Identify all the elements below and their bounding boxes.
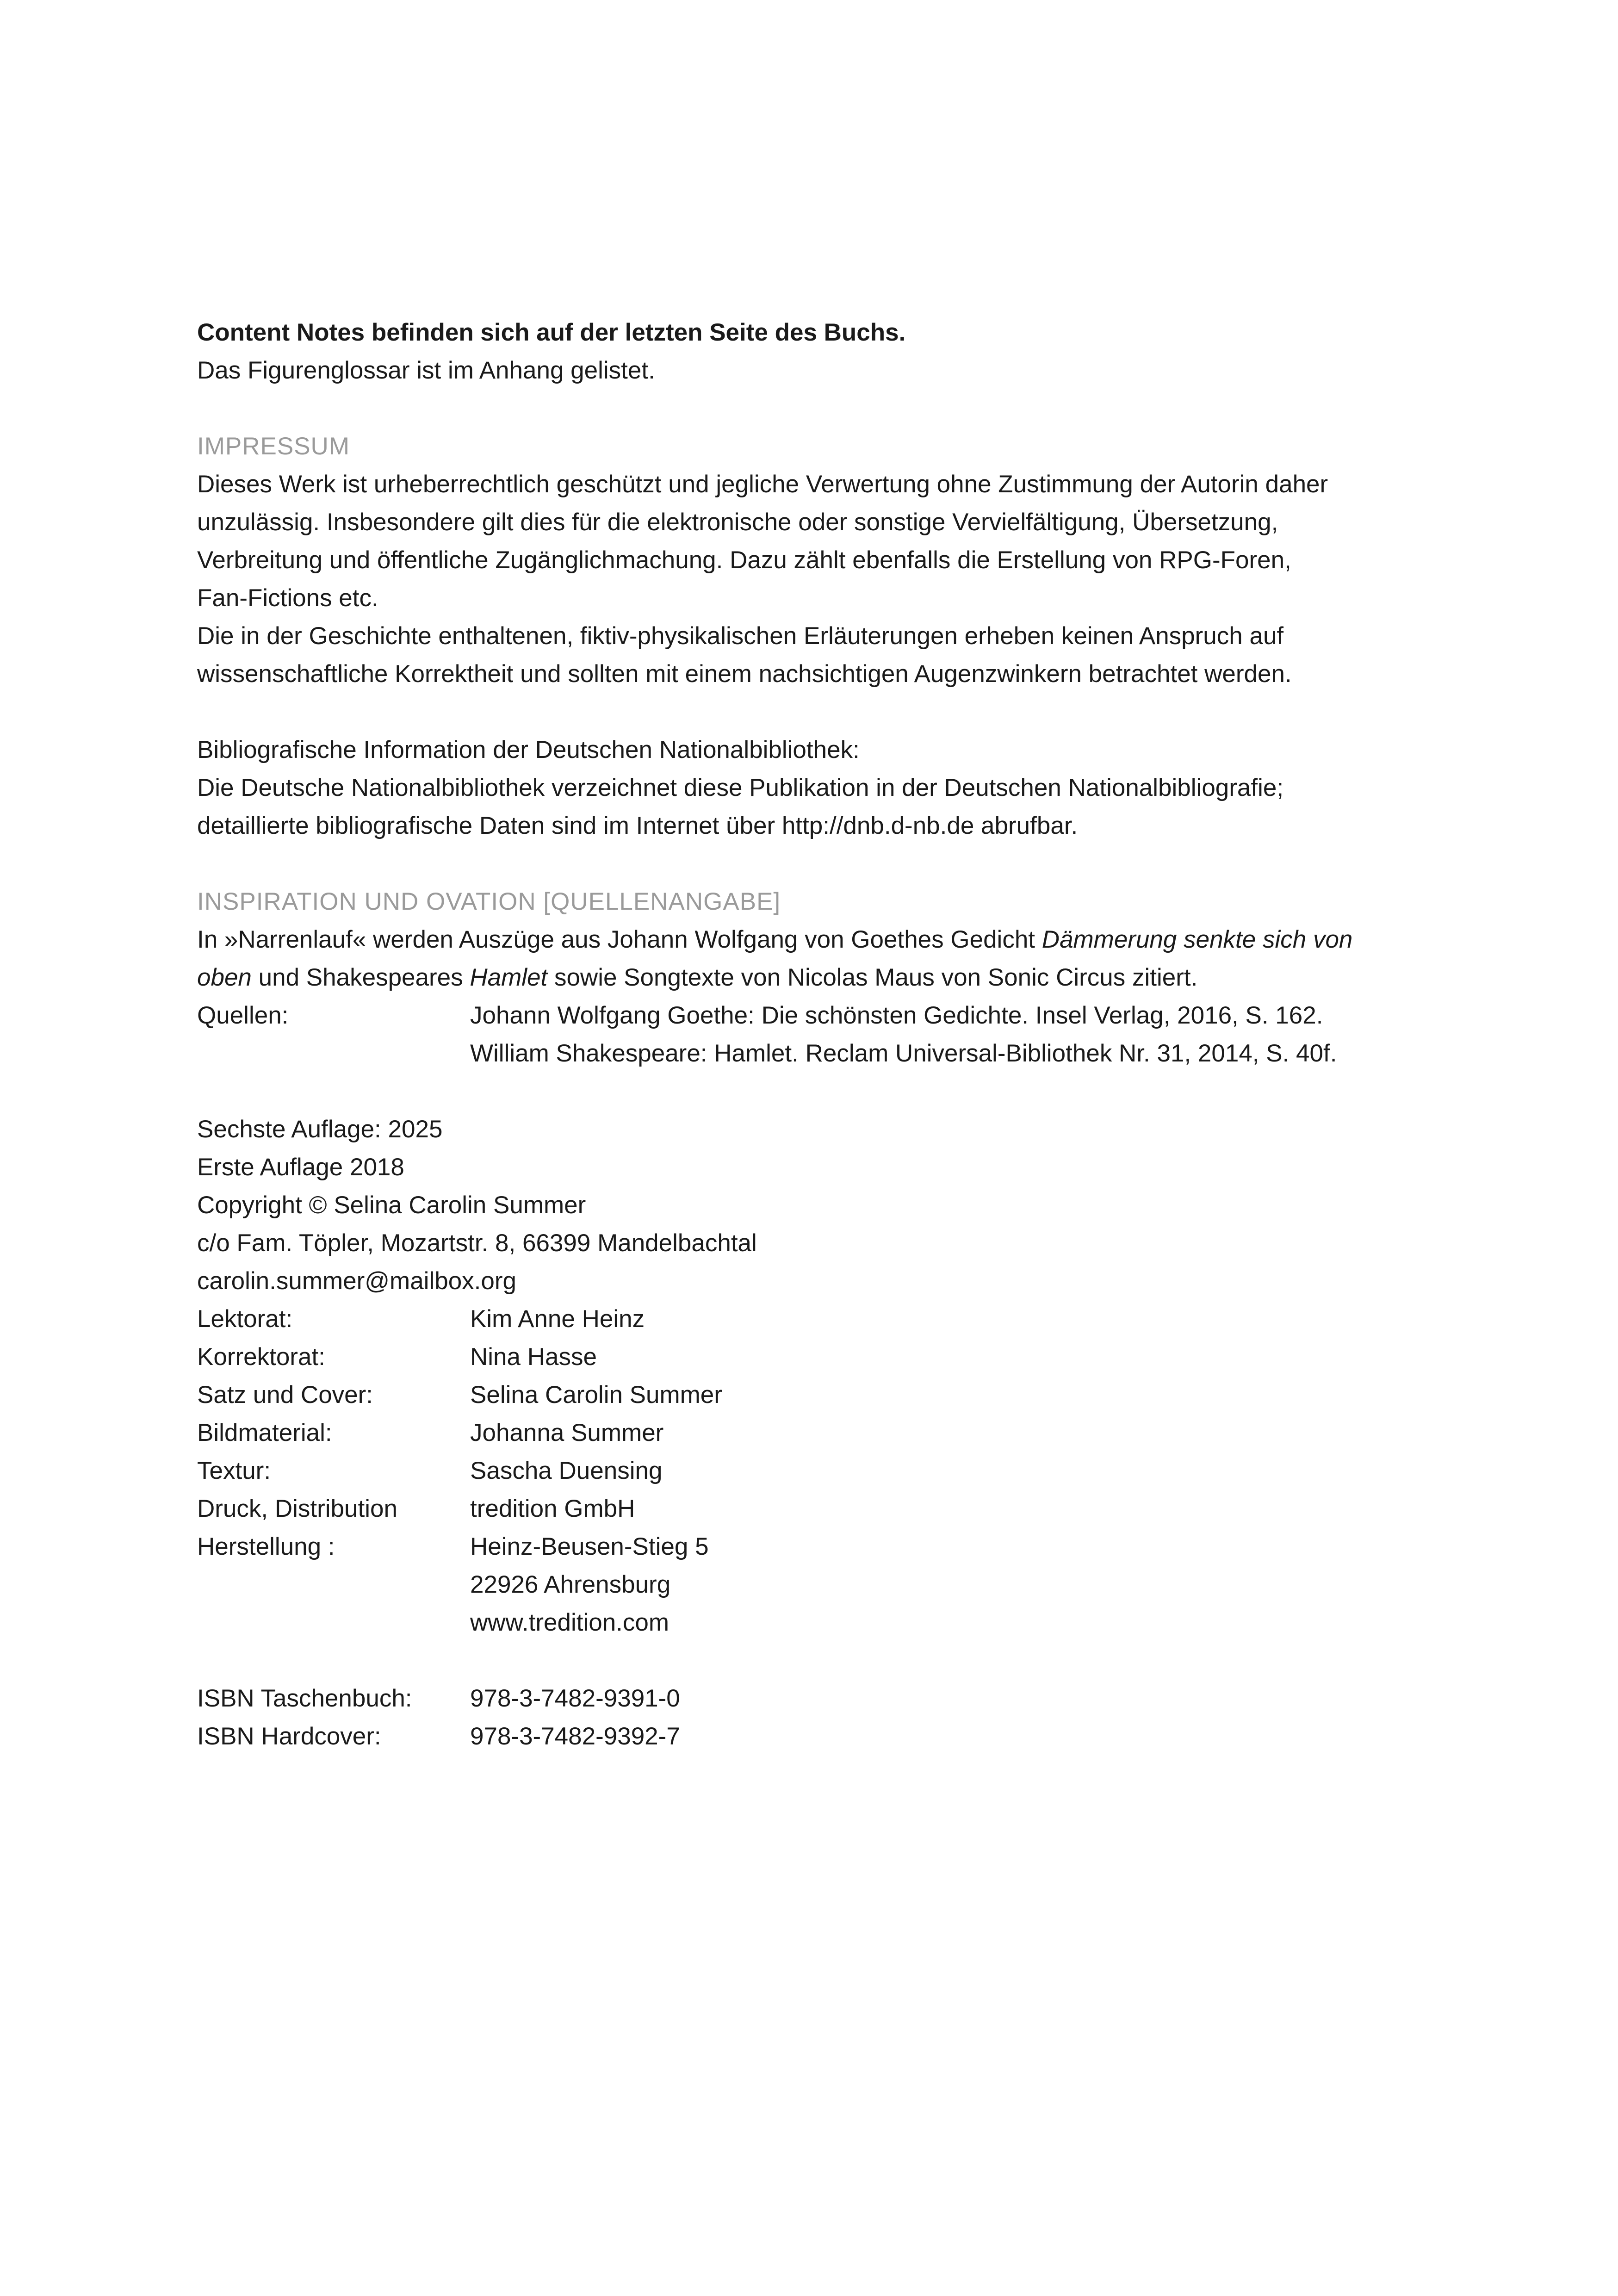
bibliography-line: Die Deutsche Nationalbibliothek verzeichnet diese Publikation in der Deutschen Nationalbibliografie;	[197, 774, 1284, 801]
content-notes-line: Content Notes befinden sich auf der letzten Seite des Buchs.	[197, 319, 906, 346]
credit-value: Nina Hasse	[470, 1343, 597, 1371]
credit-row	[197, 1566, 1423, 1604]
credit-value: Kim Anne Heinz	[470, 1305, 645, 1333]
edition-line: Erste Auflage 2018	[197, 1154, 404, 1181]
credit-label: Herstellung :	[197, 1533, 335, 1560]
address-line: c/o Fam. Töpler, Mozartstr. 8, 66399 Mandelbachtal	[197, 1229, 757, 1257]
credits-list	[197, 1300, 1423, 1642]
bibliography-line: detaillierte bibliografische Daten sind im Internet über http://dnb.d-nb.de abrufbar.	[197, 812, 1078, 839]
spacer	[197, 1073, 1423, 1111]
isbn-label: ISBN Hardcover:	[197, 1723, 381, 1750]
imprint-page	[197, 314, 1423, 1756]
poem-title: Dämmerung senkte sich von	[1041, 926, 1353, 953]
glossary-line: Das Figurenglossar ist im Anhang gelistet.	[197, 357, 655, 384]
credit-value: Johanna Summer	[470, 1419, 664, 1446]
credit-row	[197, 1338, 1423, 1376]
impressum-line: unzulässig. Insbesondere gilt dies für die elektronische oder sonstige Vervielfältigung, Übersetzung,	[197, 509, 1278, 536]
isbn-value: 978-3-7482-9391-0	[470, 1685, 680, 1712]
isbn-row	[197, 1718, 1423, 1756]
credit-value: tredition GmbH	[470, 1495, 635, 1522]
credit-label	[197, 1566, 470, 1604]
impressum-line: Die in der Geschichte enthaltenen, fiktiv-physikalischen Erläuterungen erheben keinen Anspruch auf	[197, 622, 1284, 650]
credit-row	[197, 1528, 1423, 1566]
edition-line: Sechste Auflage: 2025	[197, 1116, 443, 1143]
isbn-value: 978-3-7482-9392-7	[470, 1723, 680, 1750]
credit-label: Druck, Distribution	[197, 1495, 397, 1522]
spacer	[197, 1642, 1423, 1680]
source-entry: Johann Wolfgang Goethe: Die schönsten Gedichte. Insel Verlag, 2016, S. 162.	[470, 1002, 1323, 1029]
sources-label-empty	[197, 1035, 470, 1073]
poem-title-end: oben	[197, 964, 252, 991]
inspiration-line-1	[197, 921, 1423, 959]
sources-row	[197, 1035, 1423, 1073]
credit-value: Selina Carolin Summer	[470, 1381, 722, 1409]
credit-label: Lektorat:	[197, 1305, 293, 1333]
credit-value: Heinz-Beusen-Stieg 5	[470, 1533, 709, 1560]
email-line: carolin.summer@mailbox.org	[197, 1267, 517, 1295]
credit-label	[197, 1604, 470, 1642]
inspiration-text: sowie Songtexte von Nicolas Maus von Sonic Circus zitiert.	[547, 964, 1198, 991]
sources-row	[197, 997, 1423, 1035]
impressum-line: wissenschaftliche Korrektheit und sollten mit einem nachsichtigen Augenzwinkern betrachtet werden.	[197, 660, 1292, 688]
credit-row	[197, 1300, 1423, 1338]
impressum-line: Verbreitung und öffentliche Zugänglichmachung. Dazu zählt ebenfalls die Erstellung von RPG-Foren,	[197, 546, 1291, 574]
credit-row	[197, 1604, 1423, 1642]
inspiration-heading: INSPIRATION UND OVATION [QUELLENANGABE]	[197, 888, 781, 915]
spacer	[197, 693, 1423, 731]
credit-label: Satz und Cover:	[197, 1381, 373, 1409]
isbn-list	[197, 1680, 1423, 1756]
source-entry: William Shakespeare: Hamlet. Reclam Universal-Bibliothek Nr. 31, 2014, S. 40f.	[470, 1040, 1337, 1067]
inspiration-line-2	[197, 959, 1423, 997]
impressum-heading: IMPRESSUM	[197, 433, 350, 460]
credit-label: Korrektorat:	[197, 1343, 325, 1371]
credit-row	[197, 1452, 1423, 1490]
play-title: Hamlet	[470, 964, 548, 991]
inspiration-text: In »Narrenlauf« werden Auszüge aus Johann Wolfgang von Goethes Gedicht	[197, 926, 1042, 953]
isbn-label: ISBN Taschenbuch:	[197, 1685, 412, 1712]
copyright-line: Copyright © Selina Carolin Summer	[197, 1191, 586, 1219]
spacer	[197, 845, 1423, 883]
credit-row	[197, 1490, 1423, 1528]
spacer	[197, 390, 1423, 428]
credit-value: 22926 Ahrensburg	[470, 1571, 671, 1598]
impressum-line: Fan-Fictions etc.	[197, 584, 378, 612]
credit-row	[197, 1414, 1423, 1452]
credit-label: Textur:	[197, 1457, 271, 1484]
credit-value: www.tredition.com	[470, 1609, 670, 1636]
inspiration-text: und Shakespeares	[251, 964, 470, 991]
bibliography-line: Bibliografische Information der Deutschen Nationalbibliothek:	[197, 736, 860, 763]
credit-value: Sascha Duensing	[470, 1457, 663, 1484]
sources-label: Quellen:	[197, 1002, 289, 1029]
impressum-line: Dieses Werk ist urheberrechtlich geschützt und jegliche Verwertung ohne Zustimmung der Autorin daher	[197, 471, 1328, 498]
credit-row	[197, 1376, 1423, 1414]
credit-label: Bildmaterial:	[197, 1419, 332, 1446]
isbn-row	[197, 1680, 1423, 1718]
